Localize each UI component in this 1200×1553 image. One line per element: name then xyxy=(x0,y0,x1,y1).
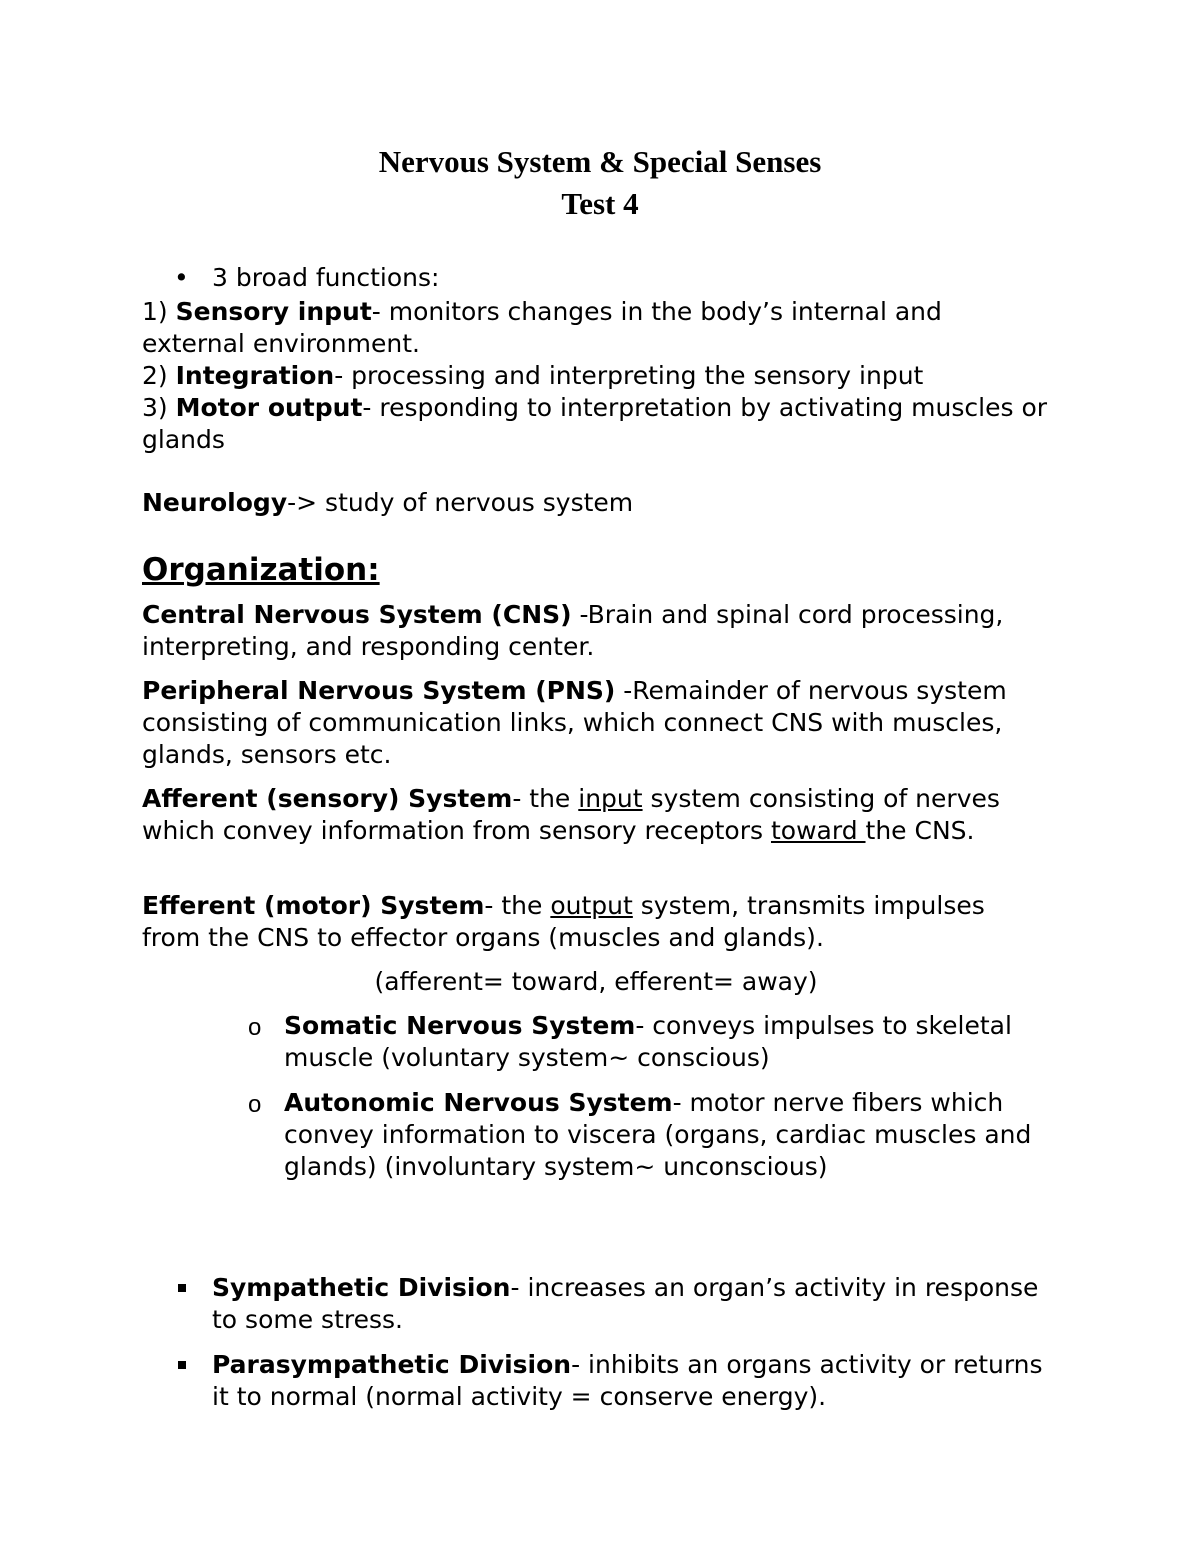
pns-desc: -Remainder of nervous system consisting of communication links, which connect CNS with muscles, glands, sensors etc. xyxy=(142,676,1007,769)
sympathetic-item xyxy=(212,1272,1050,1336)
sympathetic-term: Sympathetic Division xyxy=(212,1273,511,1302)
function-number: 2) xyxy=(142,361,168,390)
afferent-efferent-note: (afferent= toward, efferent= away) xyxy=(374,967,818,996)
efferent-text: - the xyxy=(484,891,551,920)
somatic-term: Somatic Nervous System xyxy=(284,1011,636,1040)
function-term: Integration xyxy=(175,361,335,390)
function-number: 3) xyxy=(142,393,168,422)
sub-bullet-circle-icon: o xyxy=(248,1014,262,1041)
functions-bullet-text: 3 broad functions: xyxy=(212,263,440,292)
efferent-underlined-output: output xyxy=(550,891,633,920)
function-item-2 xyxy=(142,360,1050,392)
cns-desc: -Brain and spinal cord processing, interpreting, and responding center. xyxy=(142,600,1004,661)
function-term: Motor output xyxy=(175,393,363,422)
efferent-term: Efferent (motor) System xyxy=(142,891,485,920)
document-title xyxy=(0,141,1200,225)
parasympathetic-item xyxy=(212,1349,1050,1413)
pns-paragraph xyxy=(142,675,1050,771)
function-desc: - monitors changes in the body’s internal and external environment. xyxy=(142,297,942,358)
title-line-2: Test 4 xyxy=(561,186,639,221)
function-item-1 xyxy=(142,296,1050,360)
organization-heading: Organization: xyxy=(142,552,380,588)
neurology-desc: -> study of nervous system xyxy=(287,488,634,517)
square-bullet-icon xyxy=(178,1361,186,1369)
efferent-text: system, transmits impulses from the CNS to effector organs (muscles and glands). xyxy=(142,891,985,952)
function-item-3 xyxy=(142,392,1050,456)
function-term: Sensory input xyxy=(175,297,372,326)
afferent-text: - the xyxy=(512,784,579,813)
function-desc: - responding to interpretation by activating muscles or glands xyxy=(142,393,1048,454)
sub-bullet-circle-icon: o xyxy=(248,1091,262,1118)
autonomic-term: Autonomic Nervous System xyxy=(284,1088,673,1117)
function-desc: - processing and interpreting the sensory input xyxy=(334,361,924,390)
afferent-term: Afferent (sensory) System xyxy=(142,784,513,813)
cns-paragraph xyxy=(142,599,1050,663)
afferent-underlined-toward: toward xyxy=(770,816,866,845)
afferent-text: system consisting of nerves which convey information from sensory receptors xyxy=(142,784,1000,845)
somatic-item xyxy=(284,1010,1040,1074)
pns-term: Peripheral Nervous System (PNS) xyxy=(142,676,616,705)
efferent-paragraph xyxy=(142,890,1050,954)
bullet-dot-icon: • xyxy=(174,263,189,292)
neurology-line xyxy=(142,487,1050,519)
cns-term: Central Nervous System (CNS) xyxy=(142,600,572,629)
autonomic-desc: - motor nerve fibers which convey information to viscera (organs, cardiac muscles and glands) (involuntary system~ unconscious) xyxy=(284,1088,1032,1181)
afferent-paragraph xyxy=(142,783,1050,847)
neurology-term: Neurology xyxy=(142,488,288,517)
title-line-1: Nervous System & Special Senses xyxy=(378,144,822,179)
afferent-text: the CNS. xyxy=(865,816,975,845)
function-number: 1) xyxy=(142,297,168,326)
afferent-underlined-input: input xyxy=(578,784,643,813)
somatic-desc: - conveys impulses to skeletal muscle (voluntary system~ conscious) xyxy=(284,1011,1012,1072)
square-bullet-icon xyxy=(178,1284,186,1292)
parasympathetic-term: Parasympathetic Division xyxy=(212,1350,572,1379)
autonomic-item xyxy=(284,1087,1040,1183)
sympathetic-desc: - increases an organ’s activity in response to some stress. xyxy=(212,1273,1039,1334)
parasympathetic-desc: - inhibits an organs activity or returns it to normal (normal activity = conserve energy). xyxy=(212,1350,1043,1411)
